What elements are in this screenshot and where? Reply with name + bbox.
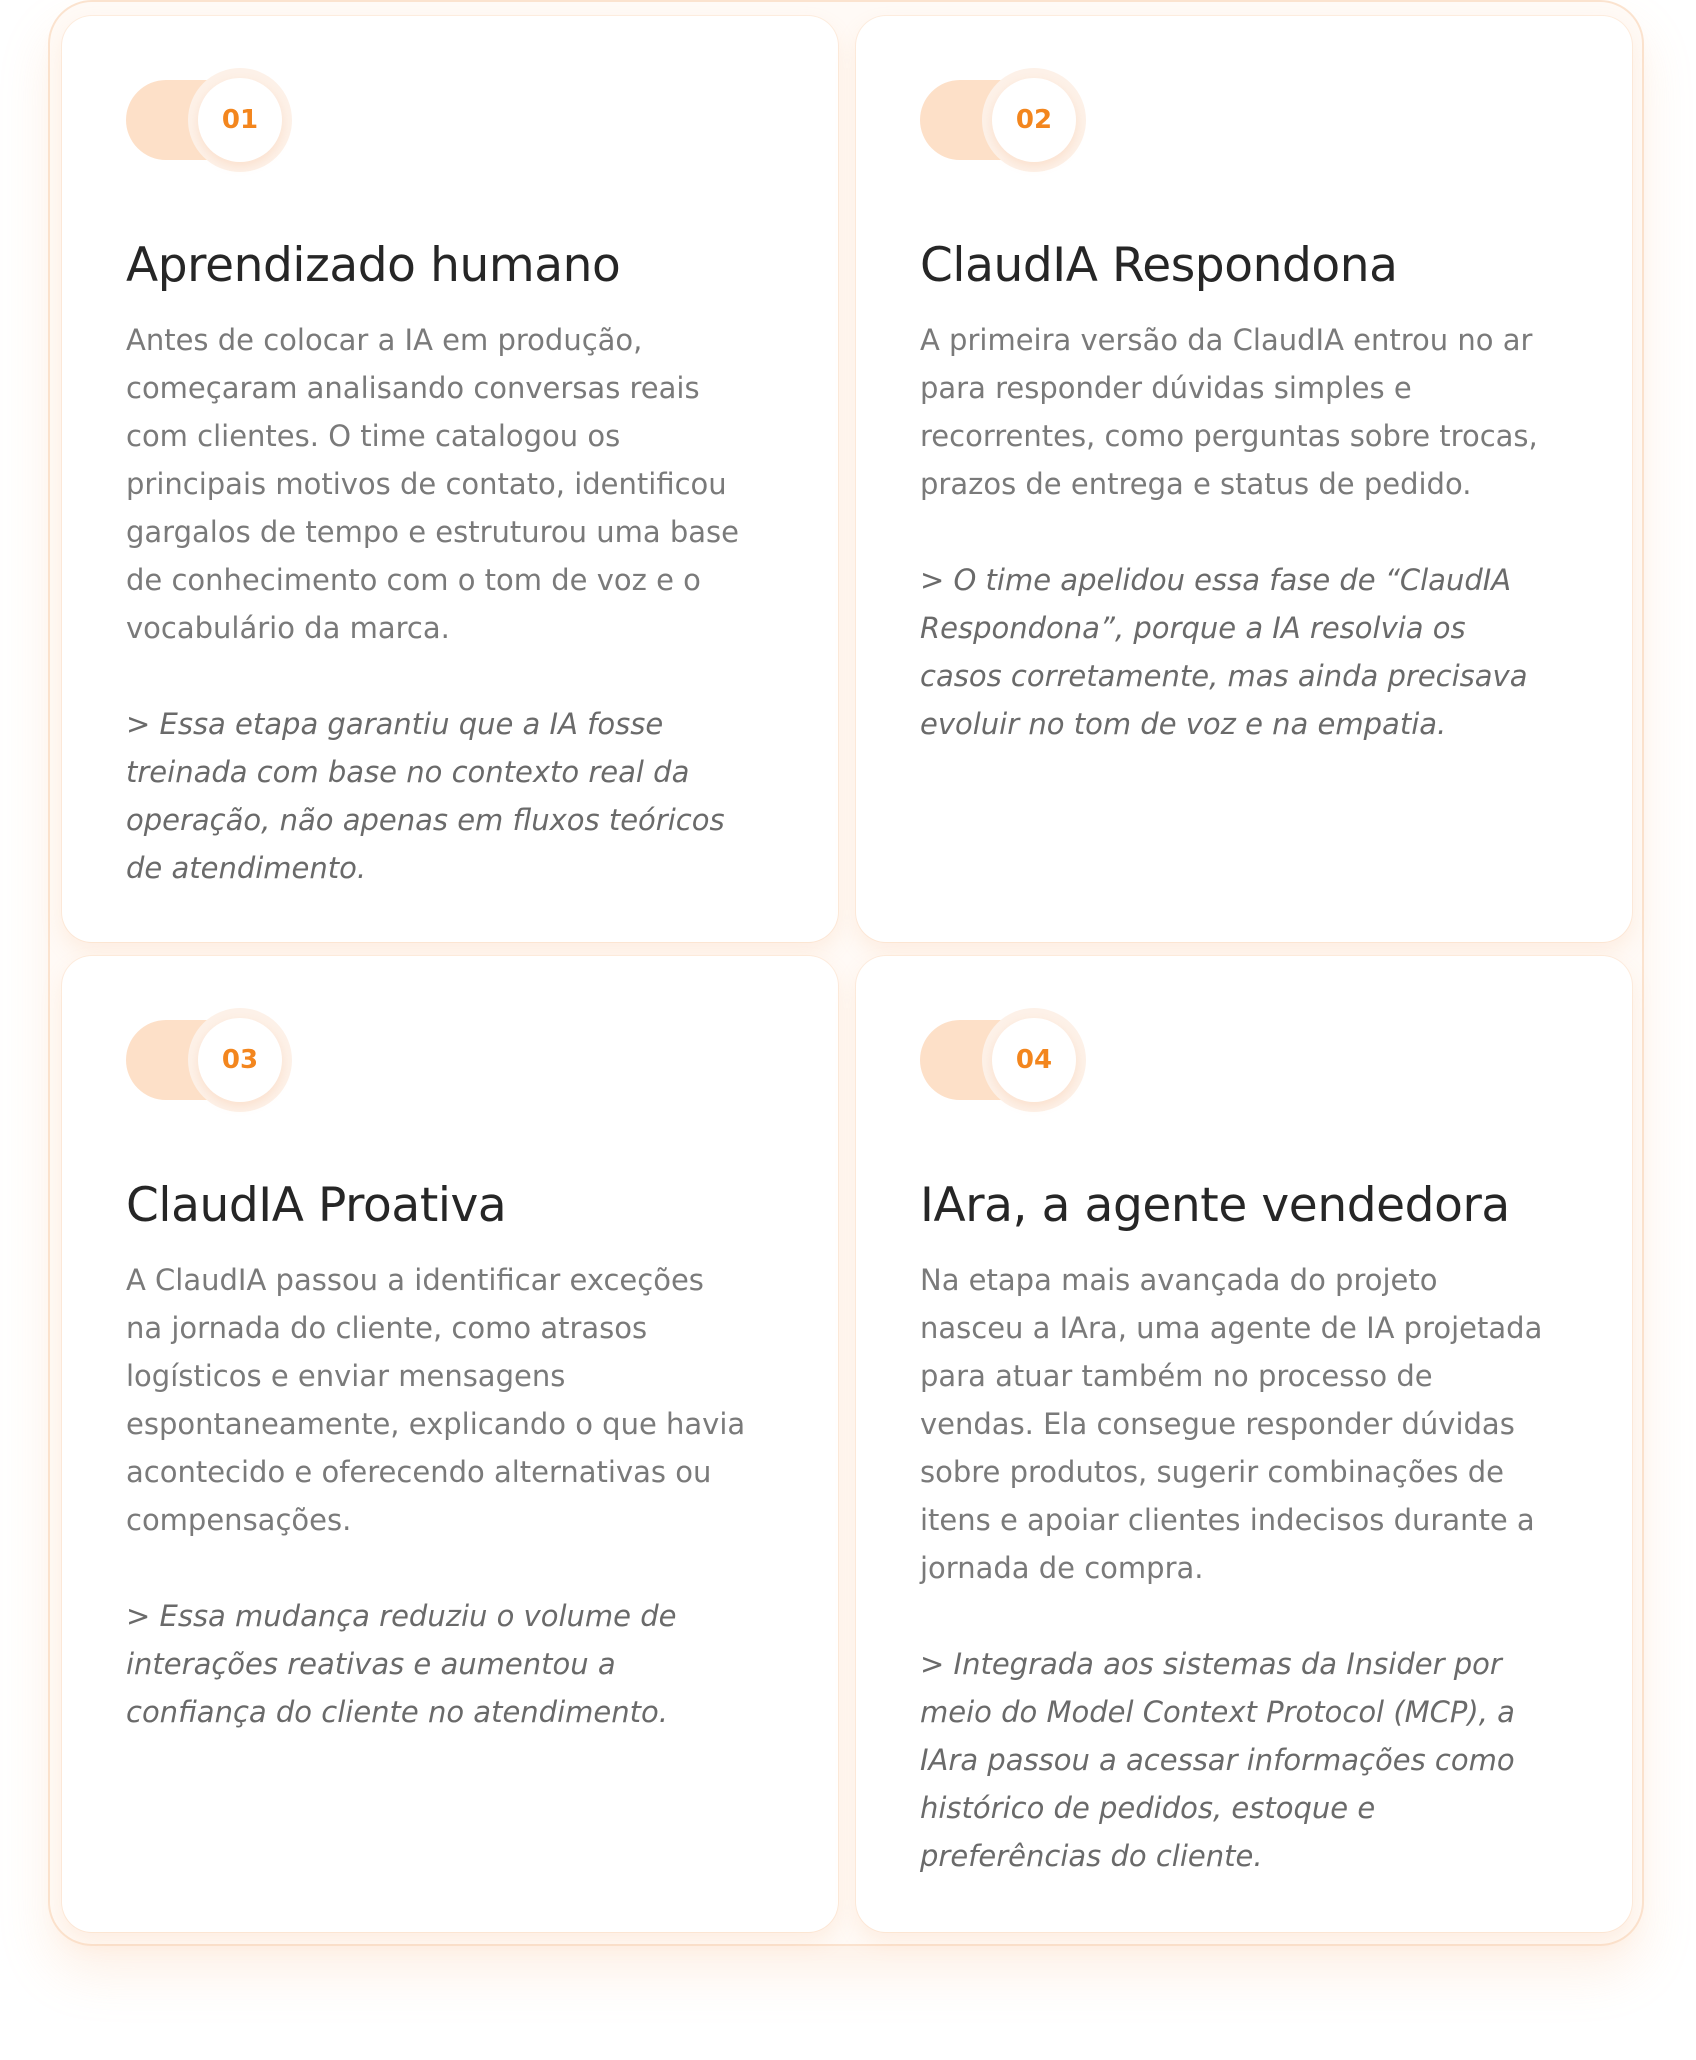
step-quote: > Essa etapa garantiu que a IA fosse treinada com base no contexto real da operação, não apenas em fluxos teóricos de atendimento. — [126, 707, 725, 885]
step-badge — [126, 1008, 292, 1112]
step-body — [920, 1256, 1590, 1880]
step-card-4 — [856, 956, 1632, 1932]
step-description: Na etapa mais avançada do projeto nasceu a IAra, uma agente de IA projetada para atuar também no processo de vendas. Ela consegue responder dúvidas sobre produtos, sugerir combinações de itens e apoiar clientes indecisos durante a jornada de compra. — [920, 1263, 1543, 1585]
step-description: Antes de colocar a IA em produção, começaram analisando conversas reais com clientes. O time catalogou os principais motivos de contato, identificou gargalos de tempo e estruturou uma base de conhecimento com o tom de voz e o vocabulário da marca. — [126, 323, 740, 645]
step-body — [126, 1256, 796, 1736]
step-body — [920, 316, 1590, 748]
step-title: ClaudIA Respondona — [920, 238, 1398, 293]
step-quote: > Essa mudança reduziu o volume de interações reativas e aumentou a confiança do cliente no atendimento. — [126, 1599, 677, 1729]
step-number: 04 — [992, 1018, 1076, 1102]
step-card-2 — [856, 16, 1632, 942]
step-title: Aprendizado humano — [126, 238, 621, 293]
step-card-1 — [62, 16, 838, 942]
step-badge — [920, 68, 1086, 172]
step-body — [126, 316, 796, 892]
step-badge — [920, 1008, 1086, 1112]
steps-grid — [62, 16, 1632, 1932]
step-quote: > Integrada aos sistemas da Insider por meio do Model Context Protocol (MCP), a IAra passou a acessar informações como histórico de pedidos, estoque e preferências do cliente. — [920, 1647, 1515, 1873]
step-description: A primeira versão da ClaudIA entrou no ar para responder dúvidas simples e recorrentes, como perguntas sobre trocas, prazos de entrega e status de pedido. — [920, 323, 1538, 501]
step-description: A ClaudIA passou a identificar exceções na jornada do cliente, como atrasos logísticos e enviar mensagens espontaneamente, explicando o que havia acontecido e oferecendo alternativas ou compensações. — [126, 1263, 746, 1537]
step-card-3 — [62, 956, 838, 1932]
step-number: 02 — [992, 78, 1076, 162]
step-title: IAra, a agente vendedora — [920, 1178, 1510, 1233]
step-quote: > O time apelidou essa fase de “ClaudIA Respondona”, porque a IA resolvia os casos corretamente, mas ainda precisava evoluir no tom de voz e na empatia. — [920, 563, 1528, 741]
step-badge — [126, 68, 292, 172]
step-number: 01 — [198, 78, 282, 162]
step-title: ClaudIA Proativa — [126, 1178, 507, 1233]
step-number: 03 — [198, 1018, 282, 1102]
